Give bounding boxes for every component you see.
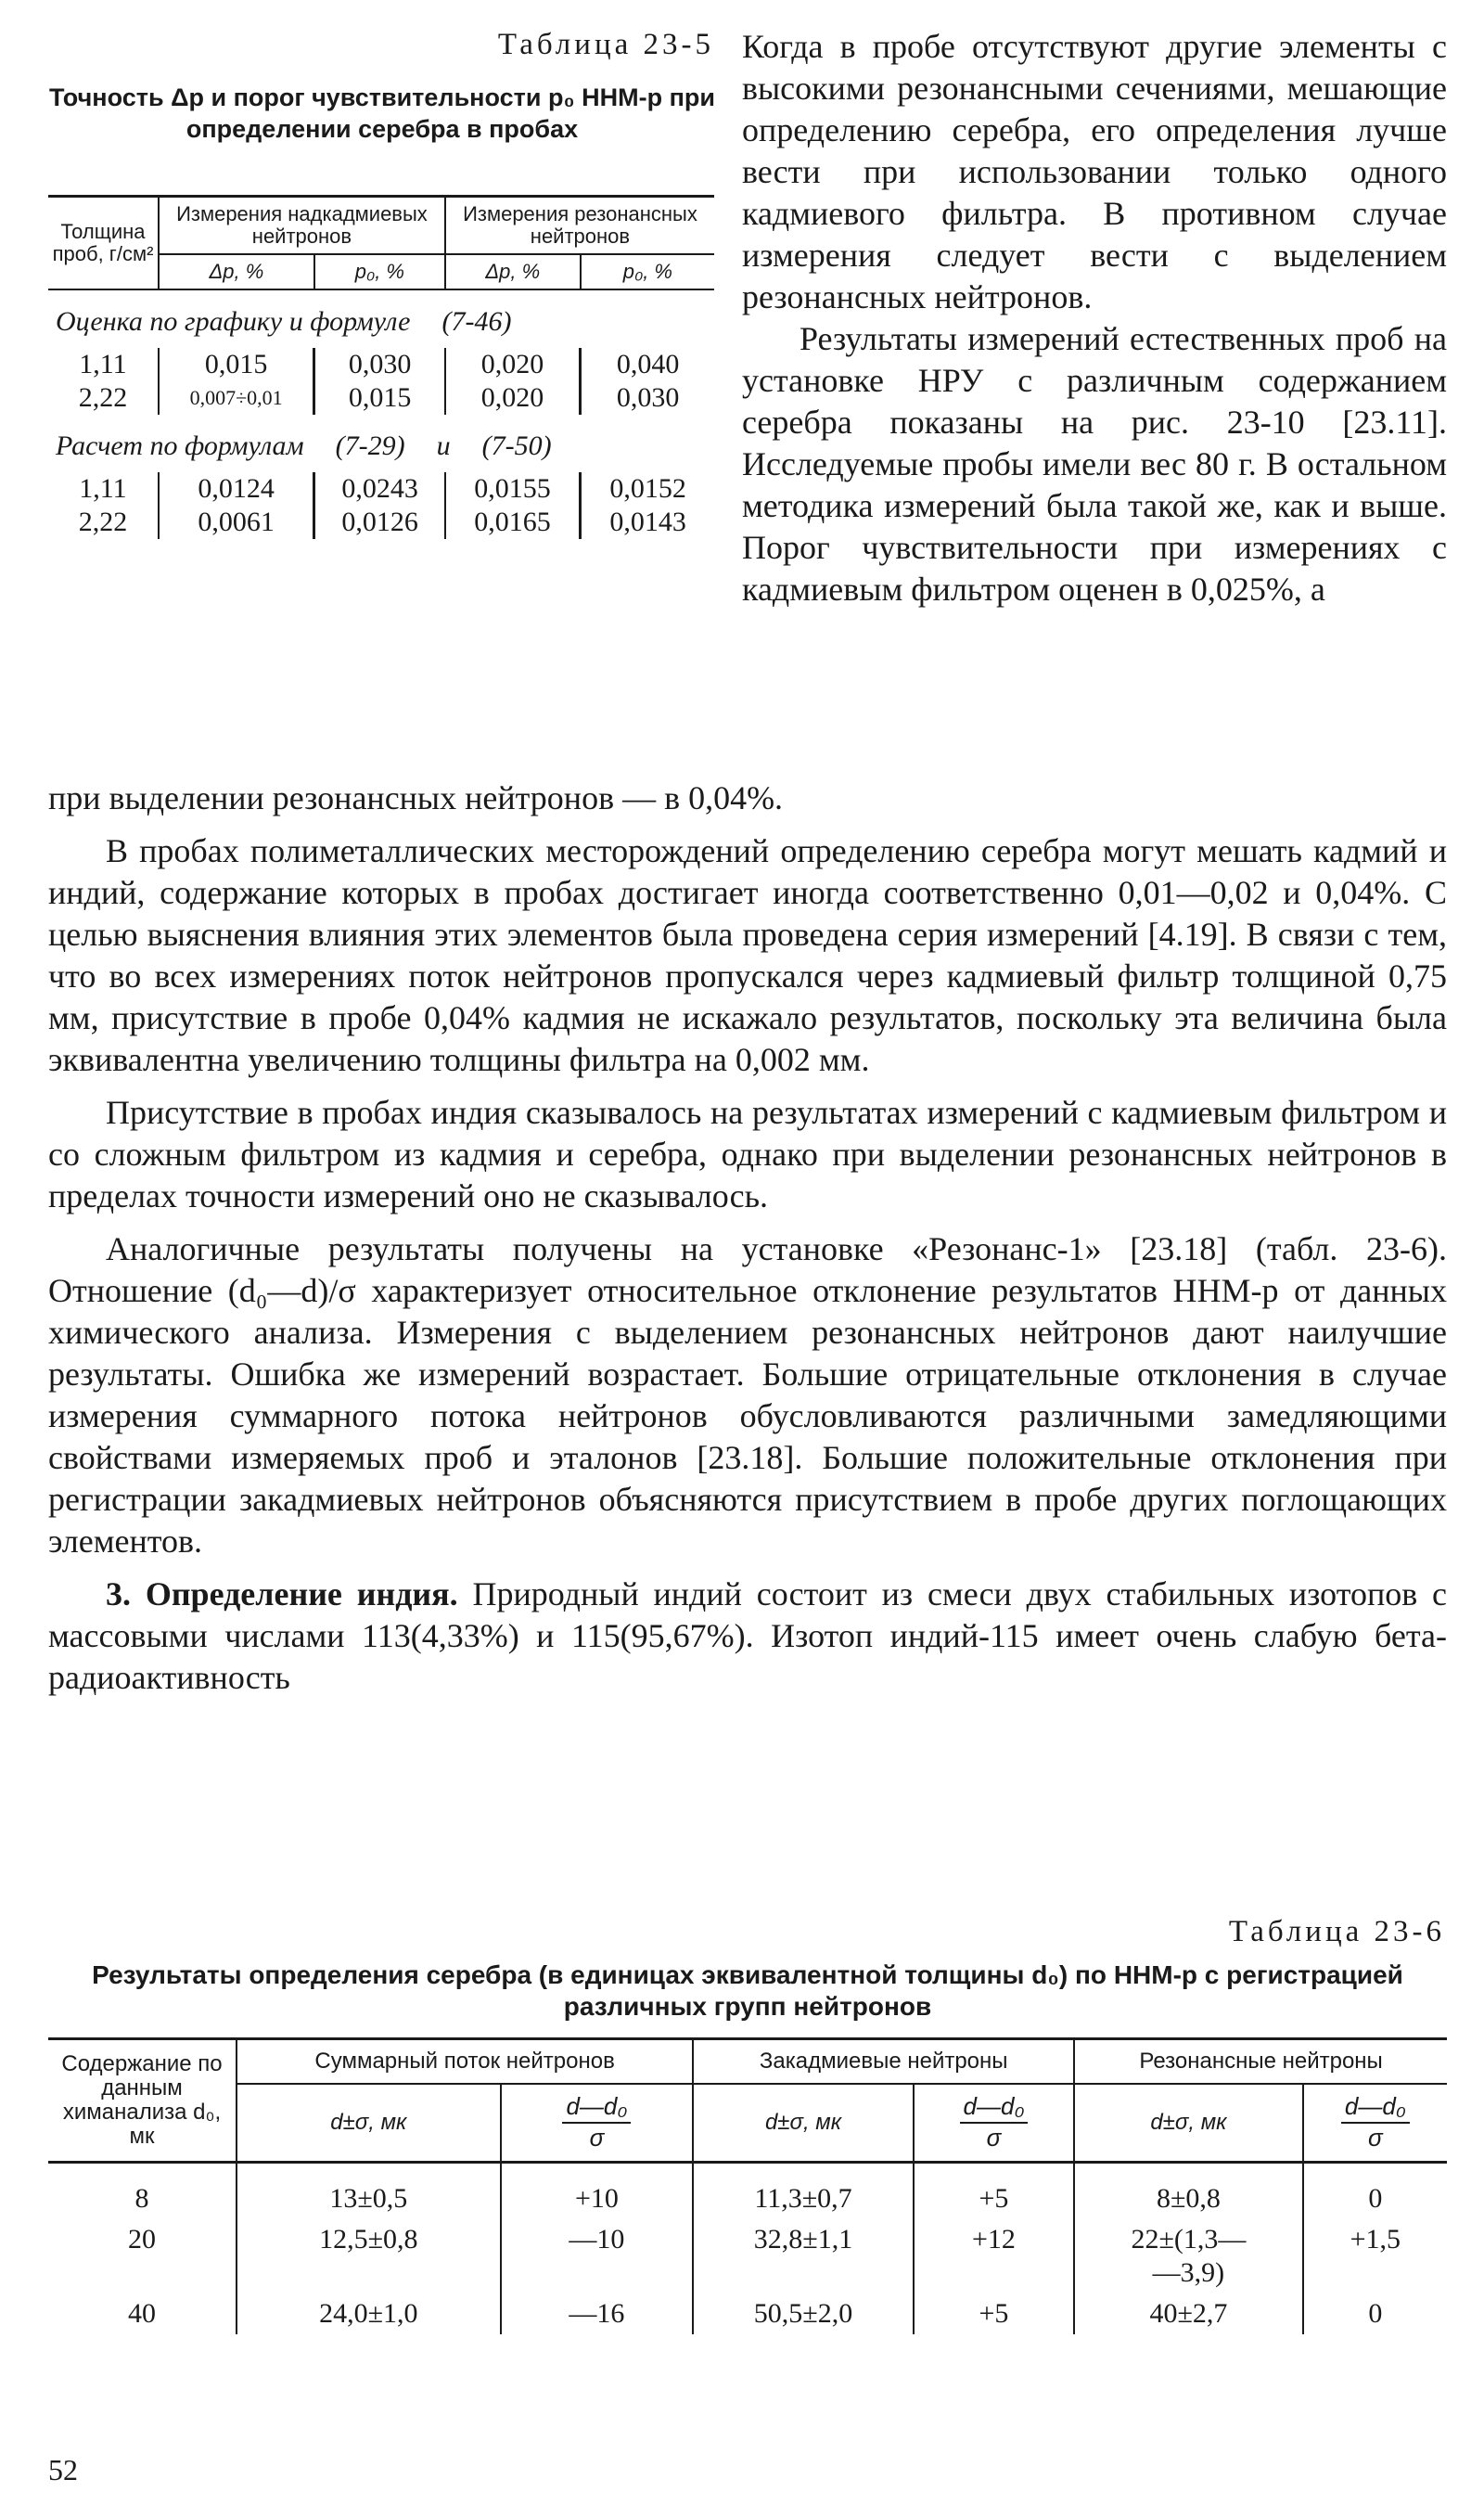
section-estimate: Оценка по графику и формуле (7-46) (56, 306, 512, 337)
page-number: 52 (48, 2453, 78, 2486)
header-ratio-2: $\frac{\text{d—d₀}}{\sigma}$ (914, 2084, 1074, 2163)
header-d-sigma-1: d±σ, мк (237, 2084, 501, 2163)
header-thickness: Толщина проб, г/см² (48, 197, 159, 290)
table-23-6 (48, 2037, 1447, 2334)
paragraph: Результаты измерений естественных проб на установке НРУ с различным содержанием серебра показаны на рис. 23-10 [23.11]. Исследуемые пробы имели вес 80 г. В остальном методика измерений была такой же, как и выше. Порог чувствительности при измерениях с кадмиевым фильтром оценен в 0,025%, а (742, 320, 1447, 608)
table-row: 8 13±0,5 +10 11,3±0,7 +5 8±0,8 0 (48, 2163, 1447, 2220)
header-d-sigma-3: d±σ, мк (1074, 2084, 1303, 2163)
right-column-text (742, 26, 1447, 610)
table-23-5-label: Таблица 23-5 (497, 28, 714, 61)
table-row: 1,11 0,015 0,030 0,020 0,040 (48, 348, 714, 381)
table-row: 40 24,0±1,0 —16 50,5±2,0 +5 40±2,7 0 (48, 2293, 1447, 2334)
header-ratio-3: $\frac{\text{d—d₀}}{\sigma}$ (1303, 2084, 1447, 2163)
paragraph: Когда в пробе отсутствуют другие элементы с высокими резонансными сечениями, мешающие определению серебра, его определения лучше вести при использовании только одного кадмиевого фильтра. В противном случае измерения следует вести с выделением резонансных нейтронов. (742, 28, 1447, 315)
header-content: Содержание по данным химанализа d₀, мк (48, 2039, 237, 2163)
section-heading: 3. Определение индия. (106, 1575, 458, 1612)
header-epicadmium: Закадмиевые нейтроны (693, 2039, 1074, 2085)
table-23-5-title: Точность Δp и порог чувствительности p₀ ННМ-р при определении серебра в пробах (49, 84, 715, 143)
table-row: 2,22 0,0061 0,0126 0,0165 0,0143 (48, 506, 714, 539)
paragraph: 3. Определение индия. Природный индий состоит из смеси двух стабильных изотопов с массовыми числами 113(4,33%) и 115(95,67%). Изотоп индий-115 имеет очень слабую бета-радиоактивность (48, 1575, 1447, 1696)
table-row: 1,11 0,0124 0,0243 0,0155 0,0152 (48, 472, 714, 506)
header-d-sigma-2: d±σ, мк (693, 2084, 914, 2163)
paragraph: Присутствие в пробах индия сказывалось на результатах измерений с кадмиевым фильтром и со сложным фильтром из кадмия и серебра, однако при выделении резонансных нейтронов в пределах точности измерений оно не сказывалось. (48, 1094, 1447, 1214)
header-p0-1: p₀, % (314, 254, 445, 289)
header-p0-2: p₀, % (581, 254, 714, 289)
header-total: Суммарный поток нейтронов (237, 2039, 693, 2085)
paragraph: В пробах полиметаллических месторождений определению серебра могут мешать кадмий и индий, содержание которых в пробах достигает иногда соответственно 0,01—0,02 и 0,04%. С целью выяснения влияния этих элементов была проведена серия измерений [4.19]. В связи с тем, что во всех измерениях поток нейтронов пропускался через кадмиевый фильтр толщиной 0,75 мм, присутствие в пробе 0,04% кадмия не искажало результатов, поскольку эта величина была эквивалентна увеличению толщины фильтра на 0,002 мм. (48, 832, 1447, 1078)
table-23-6-title: Результаты определения серебра (в единицах эквивалентной толщины d₀) по ННМ-р с регистрацией различных групп нейтронов (92, 1960, 1403, 2021)
paragraph-continuation: при выделении резонансных нейтронов — в 0,04%. (48, 779, 784, 816)
header-epicadmium: Измерения надкадмиевых нейтронов (159, 197, 445, 255)
header-ratio-1: $\frac{\text{d—d₀}}{\sigma}$ (501, 2084, 694, 2163)
paragraph: Аналогичные результаты получены на установке «Резонанс-1» [23.18] (табл. 23-6). Отношение (d₀—d)/σ характеризует относительное отклонение результатов ННМ-р от данных химического анализа. Измерения с выделением резонансных нейтронов дают наилучшие результаты. Ошибка же измерений возрастает. Большие отрицательные отклонения в случае измерения суммарного потока нейтронов обусловливаются различными замедляющими свойствами измеряемых проб и эталонов [23.18]. Большие положительные отклонения при регистрации закадмиевых нейтронов объясняются присутствием в пробе других поглощающих элементов. (48, 1230, 1447, 1560)
table-23-6-label: Таблица 23-6 (1228, 1915, 1445, 1948)
section-calculation: Расчет по формулам (7-29) и (7-50) (56, 430, 552, 461)
header-dp-1: Δp, % (159, 254, 314, 289)
header-resonance: Резонансные нейтроны (1074, 2039, 1447, 2085)
header-dp-2: Δp, % (445, 254, 581, 289)
table-23-5 (48, 195, 714, 539)
body-text (48, 777, 1447, 1699)
table-row: 20 12,5±0,8 —10 32,8±1,1 +12 22±(1,3— —3,9) +1,5 (48, 2219, 1447, 2293)
header-resonance: Измерения резонансных нейтронов (445, 197, 714, 255)
table-row: 2,22 0,007÷0,01 0,015 0,020 0,030 (48, 381, 714, 415)
